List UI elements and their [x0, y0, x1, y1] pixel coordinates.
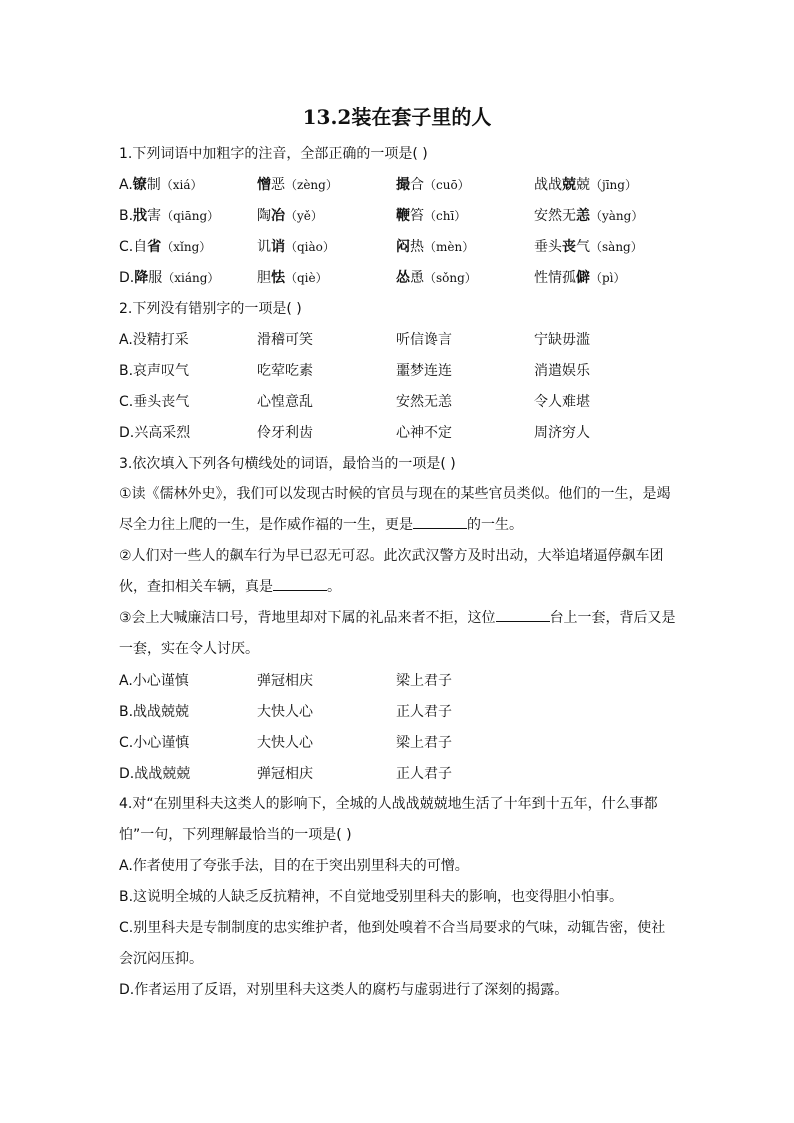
q1-cell: 憎恶（zèng）: [257, 177, 338, 193]
q1-cell: 怂恿（sǒng）: [396, 270, 477, 286]
q1-cell: 垂头丧气（sàng）: [534, 239, 643, 255]
q3-cell: 弹冠相庆: [257, 673, 313, 689]
q2-option-row: [119, 425, 679, 456]
q3-cell: A.小心谨慎: [119, 673, 189, 689]
q2-cell: 吃荤吃素: [257, 363, 313, 379]
q1-cell: 胆怯（qiè）: [257, 270, 328, 286]
question-1-stem: 1.下列词语中加粗字的注音，全部正确的一项是( ): [119, 146, 428, 162]
q4-option: C.别里科夫是专制制度的忠实维护者，他到处嗅着不合当局要求的气味，动辄告密，使社会沉闷压抑。: [119, 920, 666, 967]
q2-cell: A.没精打采: [119, 332, 189, 348]
q2-cell: B.哀声叹气: [119, 363, 190, 379]
q1-cell: 战战兢兢（jīng）: [534, 177, 637, 193]
question-3-stem: 3.依次填入下列各句横线处的词语，最恰当的一项是( ): [119, 456, 456, 472]
q1-cell: 闷热（mèn）: [396, 239, 475, 255]
q1-cell: A.镣制（xiá）: [119, 177, 203, 193]
q2-cell: 令人难堪: [534, 394, 590, 410]
q2-cell: 心惶意乱: [257, 394, 313, 410]
q3-option-row: [119, 735, 679, 766]
q1-option-row: [119, 208, 679, 239]
q2-cell: 滑稽可笑: [257, 332, 313, 348]
q3-cell: 弹冠相庆: [257, 766, 313, 782]
q3-cell: 正人君子: [396, 704, 452, 720]
q2-cell: 噩梦连连: [396, 363, 452, 379]
q3-cell: 梁上君子: [396, 673, 452, 689]
q2-cell: 伶牙利齿: [257, 425, 313, 441]
q3-cell: D.战战兢兢: [119, 766, 191, 782]
q3-option-row: [119, 766, 679, 797]
q3-option-row: [119, 673, 679, 704]
q3-cell: B.战战兢兢: [119, 704, 190, 720]
q3-cell: 大快人心: [257, 735, 313, 751]
q1-cell: B.戕害（qiāng）: [119, 208, 220, 224]
q2-cell: C.垂头丧气: [119, 394, 190, 410]
q2-cell: 消遣娱乐: [534, 363, 590, 379]
question-2-stem: 2.下列没有错别字的一项是( ): [119, 301, 302, 317]
q1-cell: 性情孤僻（pì）: [534, 270, 626, 286]
q1-option-row: [119, 177, 679, 208]
q3-cell: 大快人心: [257, 704, 313, 720]
page-title: 13.2装在套子里的人: [302, 105, 492, 129]
q1-option-row: [119, 270, 679, 301]
q1-cell: D.降服（xiáng）: [119, 270, 220, 286]
fill-blank[interactable]: [496, 607, 550, 622]
q3-cell: 梁上君子: [396, 735, 452, 751]
q2-cell: 心神不定: [396, 425, 452, 441]
fill-blank[interactable]: [273, 576, 327, 591]
q1-cell: 鞭笞（chī）: [396, 208, 467, 224]
q2-option-row: [119, 363, 679, 394]
q2-cell: 周济穷人: [534, 425, 590, 441]
q2-option-row: [119, 394, 679, 425]
q2-option-row: [119, 332, 679, 363]
q4-option: D.作者运用了反语，对别里科夫这类人的腐朽与虚弱进行了深刻的揭露。: [119, 982, 569, 998]
q3-cell: 正人君子: [396, 766, 452, 782]
q3-sentence-2: ②人们对一些人的飙车行为早已忍无可忍。此次武汉警方及时出动，大举追堵逼停飙车团伙，查扣相关车辆，真是 。: [119, 548, 664, 595]
q2-cell: D.兴高采烈: [119, 425, 191, 441]
q1-option-row: [119, 239, 679, 270]
q1-cell: C.自省（xǐng）: [119, 239, 212, 255]
q2-cell: 听信谗言: [396, 332, 452, 348]
q1-cell: 陶冶（yě）: [257, 208, 323, 224]
question-4-stem: 4.对“在别里科夫这类人的影响下，全城的人战战兢兢地生活了十年到十五年，什么事都怕”一句，下列理解最恰当的一项是( ): [119, 796, 658, 843]
q4-option: B.这说明全城的人缺乏反抗精神，不自觉地受别里科夫的影响，也变得胆小怕事。: [119, 889, 624, 905]
q1-cell: 撮合（cuō）: [396, 177, 470, 193]
q4-option: A.作者使用了夸张手法，目的在于突出别里科夫的可憎。: [119, 858, 469, 874]
document-body: [119, 146, 679, 1006]
q3-sentence-1: ①读《儒林外史》，我们可以发现古时候的官员与现在的某些官员类似。他们的一生，是竭尽全力往上爬的一生，是作威作福的一生，更是 的一生。: [119, 486, 671, 533]
q2-cell: 安然无恙: [396, 394, 452, 410]
q3-sentence-3: ③会上大喊廉洁口号，背地里却对下属的礼品来者不拒，这位 台上一套，背后又是一套，实在令人讨厌。: [119, 603, 679, 665]
q3-option-row: [119, 704, 679, 735]
q2-cell: 宁缺毋滥: [534, 332, 590, 348]
q1-cell: 安然无恙（yàng）: [534, 208, 644, 224]
q1-cell: 讥诮（qiào）: [257, 239, 335, 255]
q3-cell: C.小心谨慎: [119, 735, 190, 751]
fill-blank[interactable]: [413, 514, 467, 529]
